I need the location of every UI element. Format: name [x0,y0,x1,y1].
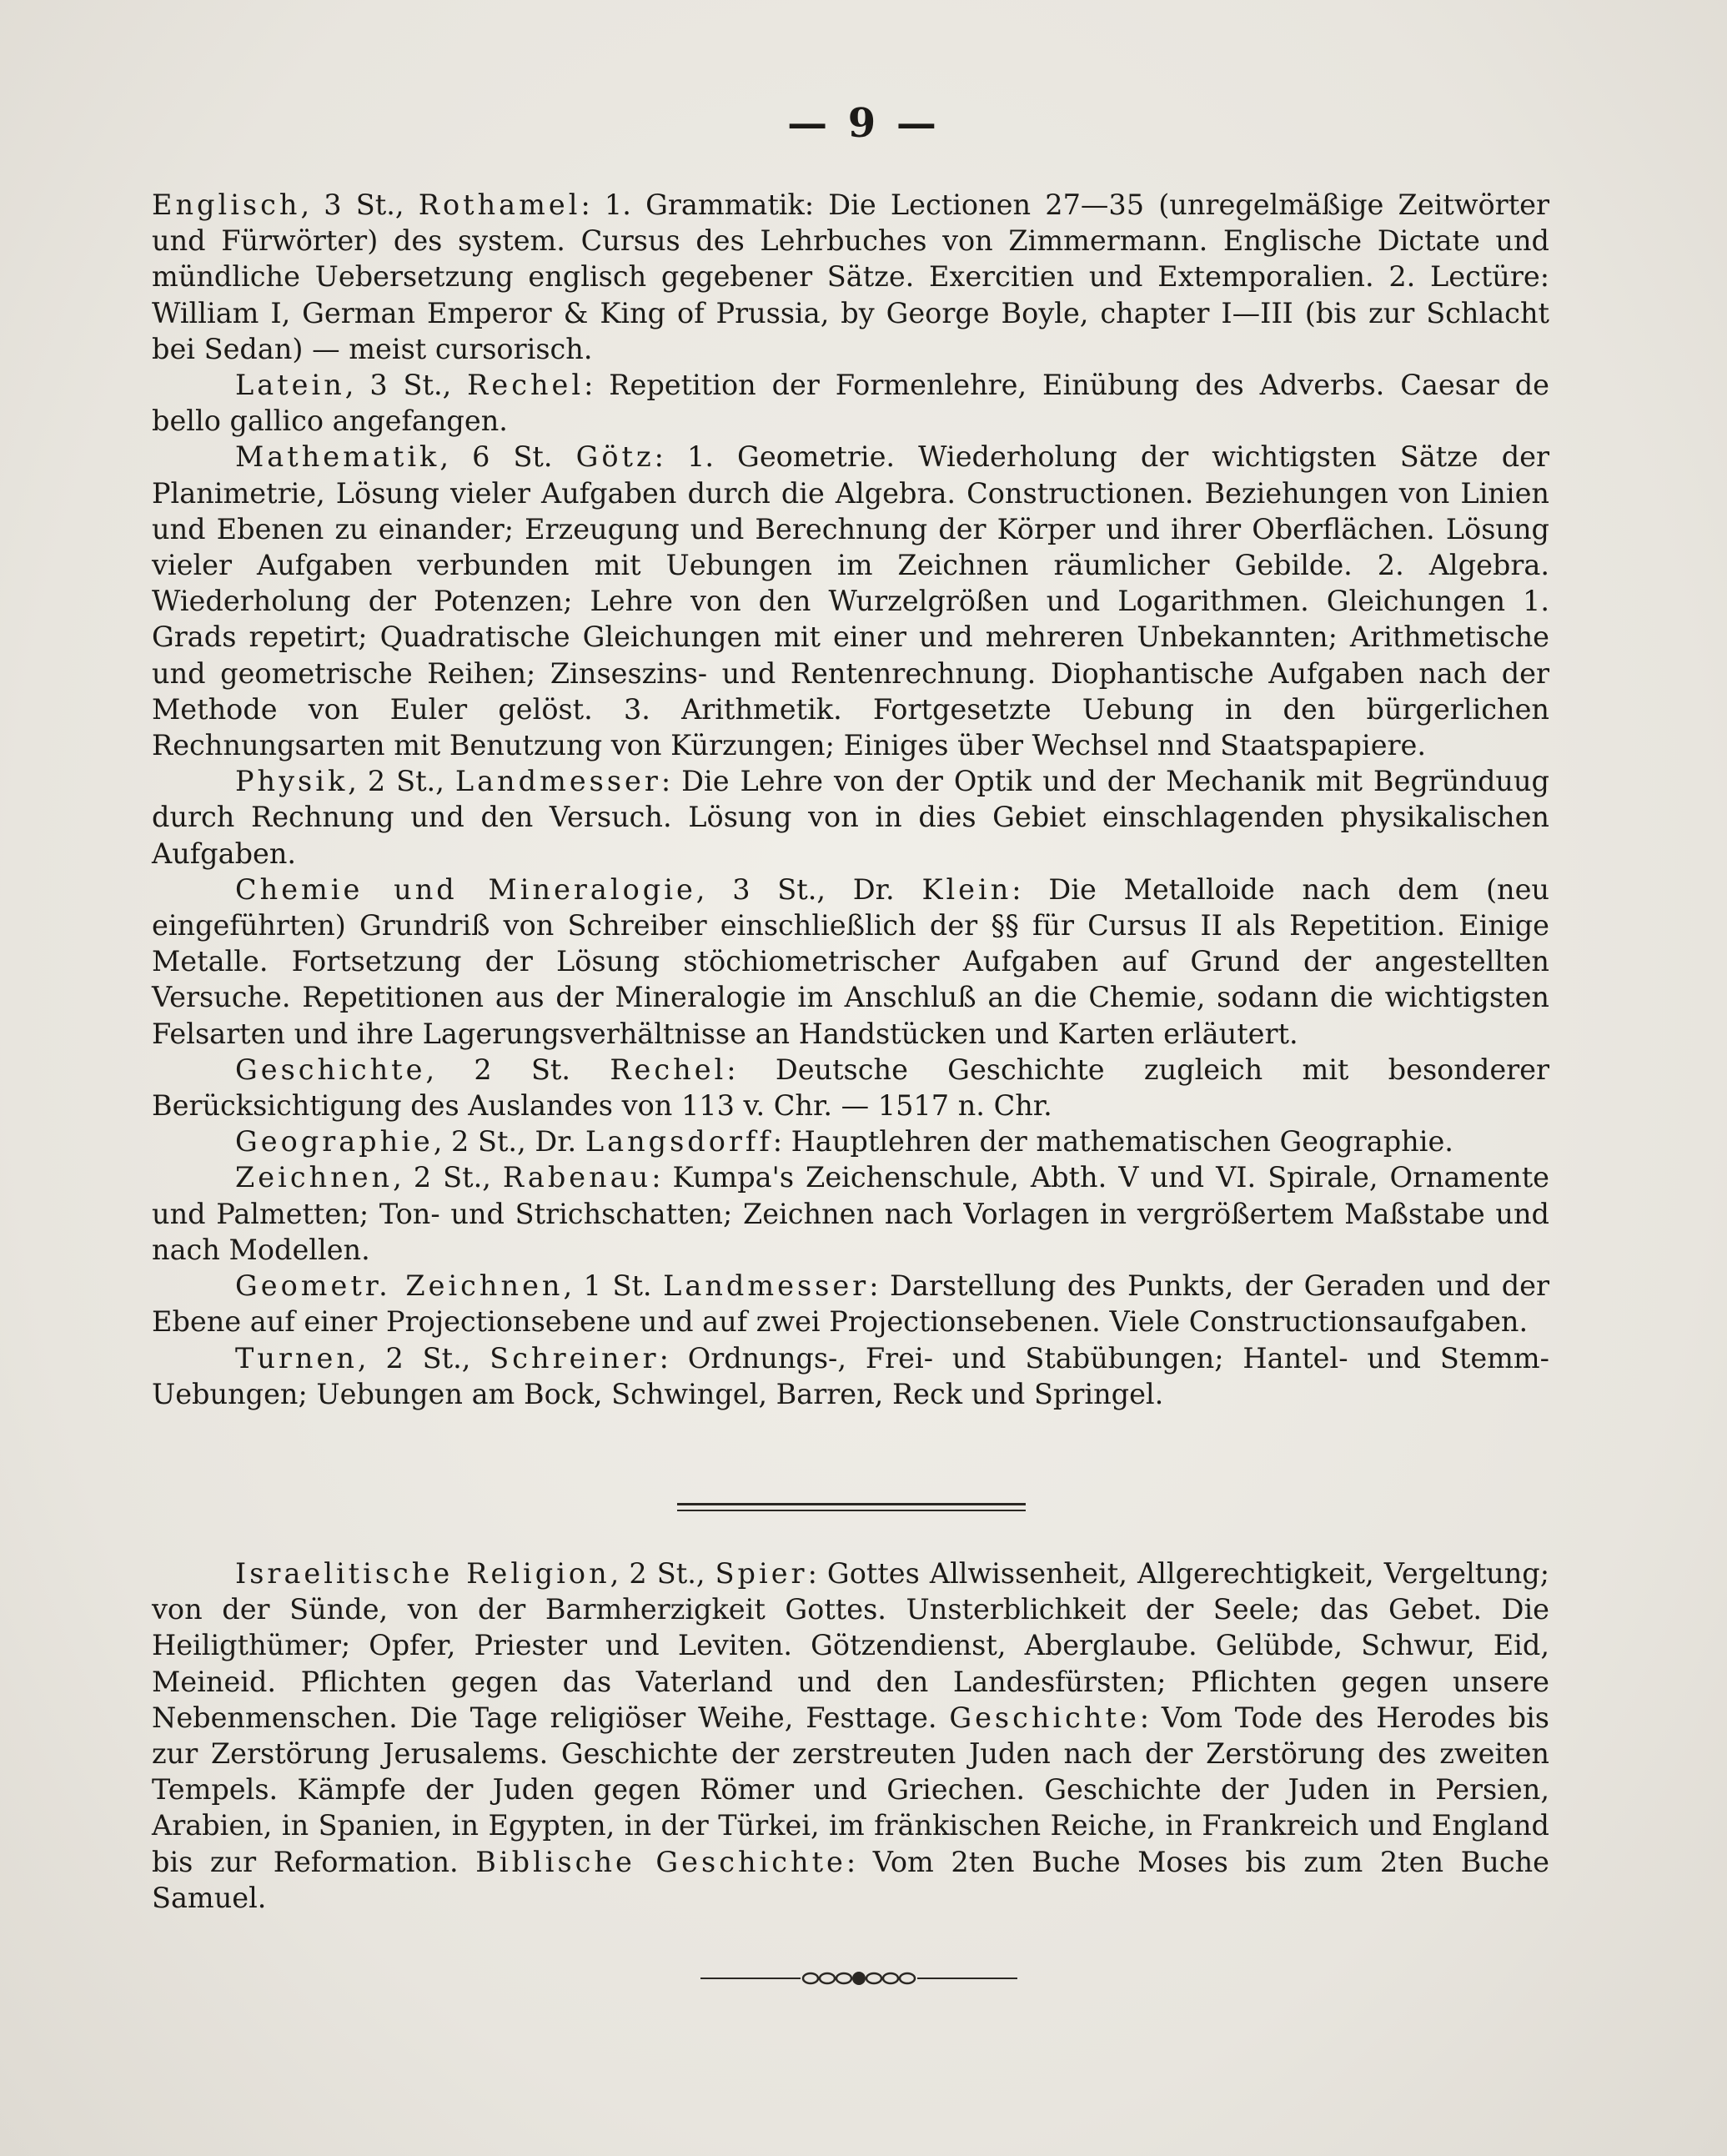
subject-paragraph [152,872,1549,1052]
paragraph-religion [152,1555,1549,1916]
religion-section [152,1555,1549,1916]
teacher-name: Rechel [467,369,585,402]
subject-paragraph [152,1268,1549,1339]
paragraph-info: , 2 St., [357,1341,490,1375]
paragraph-content: : Vom 2ten Buche Moses bis zum 2ten Buche Samuel. [152,1845,1549,1914]
subject-title: Israelitische Religion [235,1557,610,1590]
teacher-name: Landmesser [663,1269,870,1303]
paragraph-content: : Die Lehre von der Optik und der Mechanik mit Begründuug durch Rechnung und den Versuch. Lösung von in dies Gebiet einschlagenden physikalischen Aufgaben. [152,765,1549,870]
subject-title: Englisch [152,188,301,221]
paragraph-info: , 3 St., [344,369,468,402]
teacher-name: Rothamel [418,188,581,221]
paragraph-info: , 3 St., [300,188,419,221]
teacher-name: Rabenau [502,1161,652,1194]
curriculum-section [152,187,1549,1412]
paragraph-content: : Hauptlehren der mathematischen Geographie. [772,1125,1453,1158]
subject-title: Physik [235,765,349,798]
paragraph-content: : Repetition der Formenlehre, Einübung des Adverbs. Caesar de bello gallico angefangen. [152,369,1549,438]
teacher-name: Rechel [610,1053,727,1086]
subject-paragraph [152,1052,1549,1123]
paragraph-info: , 2 St., [610,1557,715,1590]
subject-paragraph [152,1159,1549,1268]
paragraph-info: , 2 St., [348,765,455,798]
subtopic-title: Biblische Geschichte [475,1845,846,1878]
page-number: — 9 — [787,100,940,147]
subject-title: Turnen [235,1341,358,1375]
subject-paragraph [152,439,1549,763]
paragraph-info: , 3 St., Dr. [695,872,922,906]
paragraph-content: : 1. Geometrie. Wiederholung der wichtigsten Sätze der Planimetrie, Lösung vieler Aufgaben durch die Algebra. Constructionen. Beziehungen von Linien und Ebenen zu einander; Erzeugung und Berechnung der Körper und ihrer Oberflächen. Lösung vieler Aufgaben verbunden mit Uebungen im Zeichnen räumlicher Gebilde. 2. Algebra. Wiederholung der Potenzen; Lehre von den Wurzelgrößen und Logarithmen. Gleichungen 1. Grads repetirt; Quadratische Gleichungen mit einer und mehreren Unbekannten; Arithmetische und geometrische Reihen; Zinseszins- und Rentenrechnung. Diophantische Aufgaben nach der Methode von Euler gelöst. 3. Arithmetik. Fortgesetzte Uebung in den bürgerlichen Rechnungsarten mit Benutzung von Kürzungen; Einiges über Wechsel nnd Staatspapiere. [152,440,1549,762]
teacher-name: Langsdorff [585,1125,773,1158]
teacher-name: Spier [715,1557,808,1590]
ornament-flourish [700,1962,1017,1995]
teacher-name: Klein [921,872,1012,906]
subject-title: Geographie [235,1125,434,1158]
paragraph-info: , 6 St. [439,440,576,474]
paragraph-content: : Kumpa's Zeichenschule, Abth. V und VI. Spirale, Ornamente und Palmetten; Ton- und Strichschatten; Zeichnen nach Vorlagen in vergrößertem Maßstabe und nach Modellen. [152,1161,1549,1266]
subject-paragraph [152,367,1549,439]
paragraph-content: : 1. Grammatik: Die Lectionen 27—35 (unregelmäßige Zeitwörter und Fürwörter) des system. Cursus des Lehrbuches von Zimmermann. Englische Dictate und mündliche Uebersetzung englisch gegebener Sätze. Exercitien und Extemporalien. 2. Lectüre: William I, German Emperor & King of Prussia, by George Boyle, chapter I—III (bis zur Schlacht bei Sedan) — meist cursorisch. [152,188,1549,365]
paragraph-content: : Vom Tode des Herodes bis zur Zerstörung Jerusalems. Geschichte der zerstreuten Juden nach der Zerstörung des zweiten Tempels. Kämpfe der Juden gegen Römer und Griechen. Geschichte der Juden in Persien, Arabien, in Spanien, in Egypten, in der Türkei, im fränkischen Reiche, in Frankreich und England bis zur Reformation. [152,1701,1549,1878]
paragraph-content: : Deutsche Geschichte zugleich mit besonderer Berücksichtigung des Auslandes von 113 v. Chr. — 1517 n. Chr. [152,1053,1550,1123]
paragraph-info: , 2 St., [393,1161,503,1194]
paragraph-content: : Die Metalloide nach dem (neu eingeführten) Grundriß von Schreiber einschließlich der §§ für Cursus II als Repetition. Einige Metalle. Fortsetzung der Lösung stöchiometrischer Aufgaben auf Grund der angestellten Versuche. Repetitionen aus der Mineralogie im Anschluß an die Chemie, sodann die wichtigsten Felsarten und ihre Lagerungsverhältnisse an Handstücken und Karten erläutert. [152,872,1550,1050]
paragraph-info: , 2 St. [425,1053,610,1086]
subject-paragraph [152,187,1549,367]
subject-paragraph [152,1123,1549,1159]
subject-title: Zeichnen [235,1161,394,1194]
teacher-name: Landmesser [454,765,661,798]
subject-paragraph [152,763,1549,872]
subject-title: Chemie und Mineralogie [235,872,696,906]
teacher-name: Schreiner [489,1341,660,1375]
paragraph-info: , 2 St., Dr. [433,1125,585,1158]
paragraph-content: : Darstellung des Punkts, der Geraden und der Ebene auf einer Projectionsebene und auf zwei Projectionsebenen. Viele Constructionsaufgaben. [152,1269,1549,1339]
subject-title: Geometr. Zeichnen [235,1269,564,1303]
paragraph-info: , 1 St. [563,1269,664,1303]
paragraph-content: : Ordnungs-, Frei- und Stabübungen; Hantel- und Stemm-Uebungen; Uebungen am Bock, Schwingel, Barren, Reck und Springel. [152,1341,1549,1410]
subject-title: Latein [235,369,345,402]
subject-title: Geschichte [235,1053,426,1086]
subject-title: Mathematik [235,440,440,474]
teacher-name: Götz [575,440,655,474]
subject-paragraph [152,1340,1549,1412]
section-divider [677,1503,1026,1511]
subtopic-title: Geschichte [949,1701,1140,1734]
paragraph-content: : Gottes Allwissenheit, Allgerechtigkeit, Vergeltung; von der Sünde, von der Barmherzigkeit Gottes. Unsterblichkeit der Seele; das Gebet. Die Heiligthümer; Opfer, Priester und Leviten. Götzendienst, Aberglaube. Gelübde, Schwur, Eid, Meineid. Pflichten gegen das Vaterland und den Landesfürsten; Pflichten gegen unsere Nebenmenschen. Die Tage religiöser Weihe, Festtage. [152,1557,1549,1734]
